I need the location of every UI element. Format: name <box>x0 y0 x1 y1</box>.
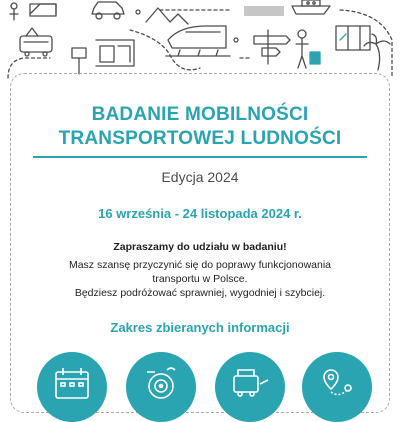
signpost-icon <box>254 30 290 64</box>
bus-stop-icon <box>72 48 86 74</box>
route-map-icon <box>317 364 357 404</box>
route-map-bubble <box>302 352 372 422</box>
title-line-1: BADANIE MOBILNOŚCI <box>91 104 309 125</box>
description-line-2: transportu w Polsce. <box>152 273 248 285</box>
figure-icon <box>10 3 18 20</box>
description-line-3: Będziesz podróżować sprawniej, wygodniej i szybciej. <box>74 287 326 299</box>
calendar-bubble <box>37 352 107 422</box>
calendar-icon <box>52 364 92 404</box>
boat-icon <box>292 0 330 14</box>
tram-icon <box>20 28 52 56</box>
shelter-icon <box>96 40 134 66</box>
house-icon <box>30 4 56 16</box>
train-icon <box>166 26 230 56</box>
title-line-2: TRANSPORTOWEJ LUDNOŚCI <box>58 128 342 149</box>
title-divider <box>33 156 367 158</box>
palm-tree-icon <box>364 34 390 70</box>
vehicles-icon <box>230 364 270 404</box>
survey-dates: 16 września - 24 listopada 2024 r. <box>98 206 302 221</box>
description-line-1: Masz szansę przyczynić się do poprawy funkcjonowania <box>68 259 332 271</box>
traveler-icon <box>296 30 320 68</box>
page-title <box>0 103 400 151</box>
car-icon <box>92 2 124 19</box>
edition-label: Edycja 2024 <box>161 169 239 185</box>
section-title: Zakres zbieranych informacji <box>110 320 290 335</box>
description <box>30 258 370 300</box>
travel-goals-icon <box>141 364 181 404</box>
invite-text: Zapraszamy do udziału w badaniu! <box>113 241 287 253</box>
map-icon <box>336 26 370 50</box>
vehicles-bubble <box>215 352 285 422</box>
travel-goals-bubble <box>126 352 196 422</box>
transport-illustration <box>0 0 400 80</box>
